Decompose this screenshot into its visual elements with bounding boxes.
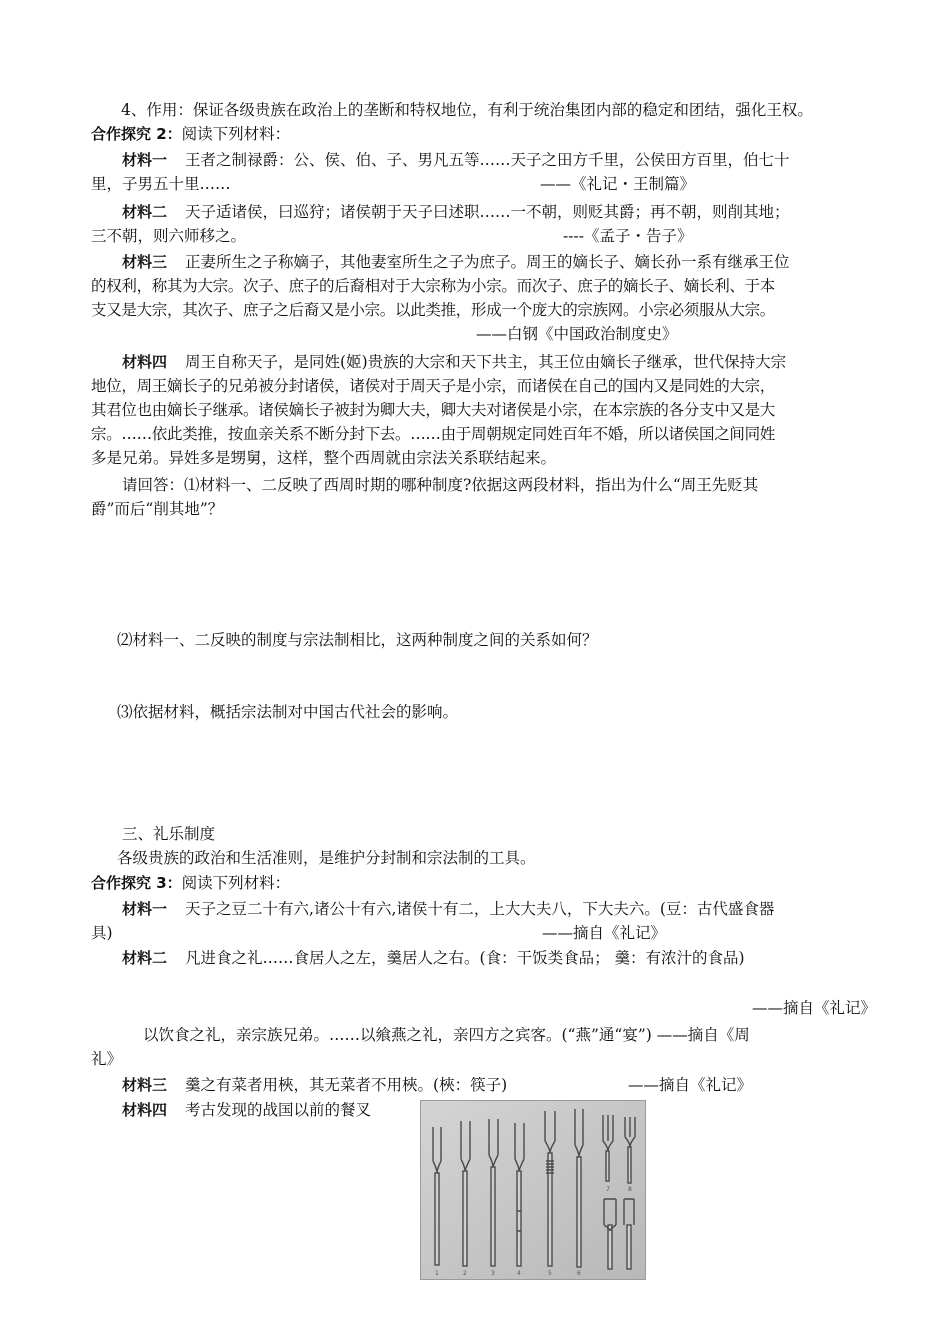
m2-text: 天子适诸侯，曰巡狩；诸侯朝于天子曰述职……一不朝，则贬其爵；再不朝，则削其地； xyxy=(185,203,790,221)
explore2-heading xyxy=(91,122,290,146)
m2-label: 材料二 xyxy=(122,203,168,221)
section3-desc: 各级贵族的政治和生活准则，是维护分封制和宗法制的工具。 xyxy=(117,849,536,867)
question-1-line2: 爵”而后“削其地”？ xyxy=(91,500,224,518)
fork-mark-6: 6 xyxy=(577,1270,581,1277)
m1-text: 王者之制禄爵：公、侯、伯、子、男凡五等……天子之田方千里，公侯田方百里，伯七十 xyxy=(185,151,790,169)
explore2-m2-source: ----《孟子・告子》 xyxy=(563,227,693,245)
explore3-heading-bold: 合作探究 3： xyxy=(91,874,182,892)
explore3-m1-source: ——摘自《礼记》 xyxy=(542,924,667,942)
explore3-m1-line1 xyxy=(122,897,774,921)
explore3-m3-source: ——摘自《礼记》 xyxy=(628,1076,753,1094)
e3-m2-label: 材料二 xyxy=(122,949,168,967)
explore3-m2-line1 xyxy=(122,946,745,970)
explore2-m1-line2: 里，子男五十里…… xyxy=(91,175,231,193)
m3-label: 材料三 xyxy=(122,253,168,271)
explore2-heading-rest: 阅读下列材料： xyxy=(181,125,291,143)
explore2-m3-line1 xyxy=(122,250,790,274)
function-text: 4、作用：保证各级贵族在政治上的垄断和特权地位，有利于统治集团内部的稳定和团结，强化王权。 xyxy=(121,101,813,119)
section3-title: 三、礼乐制度 xyxy=(122,825,216,843)
explore3-m2-line2: 以饮食之礼，亲宗族兄弟。……以飨燕之礼，亲四方之宾客。(“燕”通“宴”) ——摘自《周 xyxy=(143,1026,750,1044)
e3-m1-text: 天子之豆二十有六,诸公十有六,诸侯十有二，上大大夫八，下大夫六。(豆：古代盛食器 xyxy=(185,900,775,918)
explore2-m3-line3: 支又是大宗，其次子、庶子之后裔又是小宗。以此类推，形成一个庞大的宗族网。小宗必须服从大宗。 xyxy=(91,301,776,319)
question-1-line1: 请回答：⑴材料一、二反映了西周时期的哪种制度?依据这两段材料，指出为什么“周王先贬其 xyxy=(122,476,759,494)
explore2-m3-line2: 的权利，称其为大宗。次子、庶子的后裔相对于大宗称为小宗。而次子、庶子的嫡长子、嫡长利、于本 xyxy=(91,277,776,295)
question-3: ⑶依据材料，概括宗法制对中国古代社会的影响。 xyxy=(117,703,459,721)
fork-mark-3: 3 xyxy=(491,1270,495,1277)
m4-label: 材料四 xyxy=(122,353,168,371)
fork-mark-2: 2 xyxy=(463,1270,467,1277)
explore3-m2-line3: 礼》 xyxy=(91,1050,123,1068)
explore3-m1-line2: 具) xyxy=(91,924,113,942)
e3-m4-text: 考古发现的战国以前的餐叉 xyxy=(185,1101,372,1119)
e3-m4-label: 材料四 xyxy=(122,1101,168,1119)
fork-mark-8: 8 xyxy=(628,1186,632,1193)
explore3-m2-source: ——摘自《礼记》 xyxy=(752,999,877,1017)
explore2-m4-line5: 多是兄弟。异姓多是甥舅，这样，整个西周就由宗法关系联结起来。 xyxy=(91,449,557,467)
question-2: ⑵材料一、二反映的制度与宗法制相比，这两种制度之间的关系如何？ xyxy=(117,631,598,649)
e3-m2-text: 凡进食之礼……食居人之左，羹居人之右。(食：干饭类食品； 羹：有浓汁的食品) xyxy=(185,949,745,967)
explore3-heading xyxy=(91,871,290,895)
explore2-m3-source: ——白钢《中国政治制度史》 xyxy=(476,325,678,343)
explore2-m1-source: ——《礼记・王制篇》 xyxy=(540,175,696,193)
explore2-m2-line2: 三不朝，则六师移之。 xyxy=(91,227,247,245)
explore2-m4-line4: 宗。……依此类推，按血亲关系不断分封下去。……由于周朝规定同姓百年不婚，所以诸侯国之间同姓 xyxy=(91,425,776,443)
fork-mark-1: 1 xyxy=(435,1270,439,1277)
explore3-m3 xyxy=(122,1073,507,1097)
m4-text: 周王自称天子，是同姓(姬)贵族的大宗和天下共主，其王位由嫡长子继承，世代保持大宗 xyxy=(185,353,787,371)
explore3-heading-rest: 阅读下列材料： xyxy=(181,874,291,892)
m3-text: 正妻所生之子称嫡子，其他妻室所生之子为庶子。周王的嫡长子、嫡长孙一系有继承王位 xyxy=(185,253,790,271)
fork-mark-7: 7 xyxy=(606,1186,610,1193)
explore3-m4 xyxy=(122,1098,371,1122)
explore2-m4-line3: 其君位也由嫡长子继承。诸侯嫡长子被封为卿大夫，卿大夫对诸侯是小宗，在本宗族的各分支中又是大 xyxy=(91,401,776,419)
e3-m1-label: 材料一 xyxy=(122,900,168,918)
explore2-heading-bold: 合作探究 2： xyxy=(91,125,182,143)
e3-m3-text: 羹之有菜者用梜，其无菜者不用梜。(梜：筷子) xyxy=(185,1076,508,1094)
forks-illustration xyxy=(421,1101,645,1279)
fork-mark-5: 5 xyxy=(548,1270,552,1277)
explore2-m2-line1 xyxy=(122,200,790,224)
e3-m3-label: 材料三 xyxy=(122,1076,168,1094)
m1-label: 材料一 xyxy=(122,151,168,169)
explore2-m4-line1 xyxy=(122,350,786,374)
forks-photo xyxy=(420,1100,646,1280)
explore2-m1-line1 xyxy=(122,148,790,172)
fork-mark-4: 4 xyxy=(517,1270,521,1277)
explore2-m4-line2: 地位，周王嫡长子的兄弟被分封诸侯，诸侯对于周天子是小宗，而诸侯在自己的国内又是同姓的大宗， xyxy=(91,377,776,395)
